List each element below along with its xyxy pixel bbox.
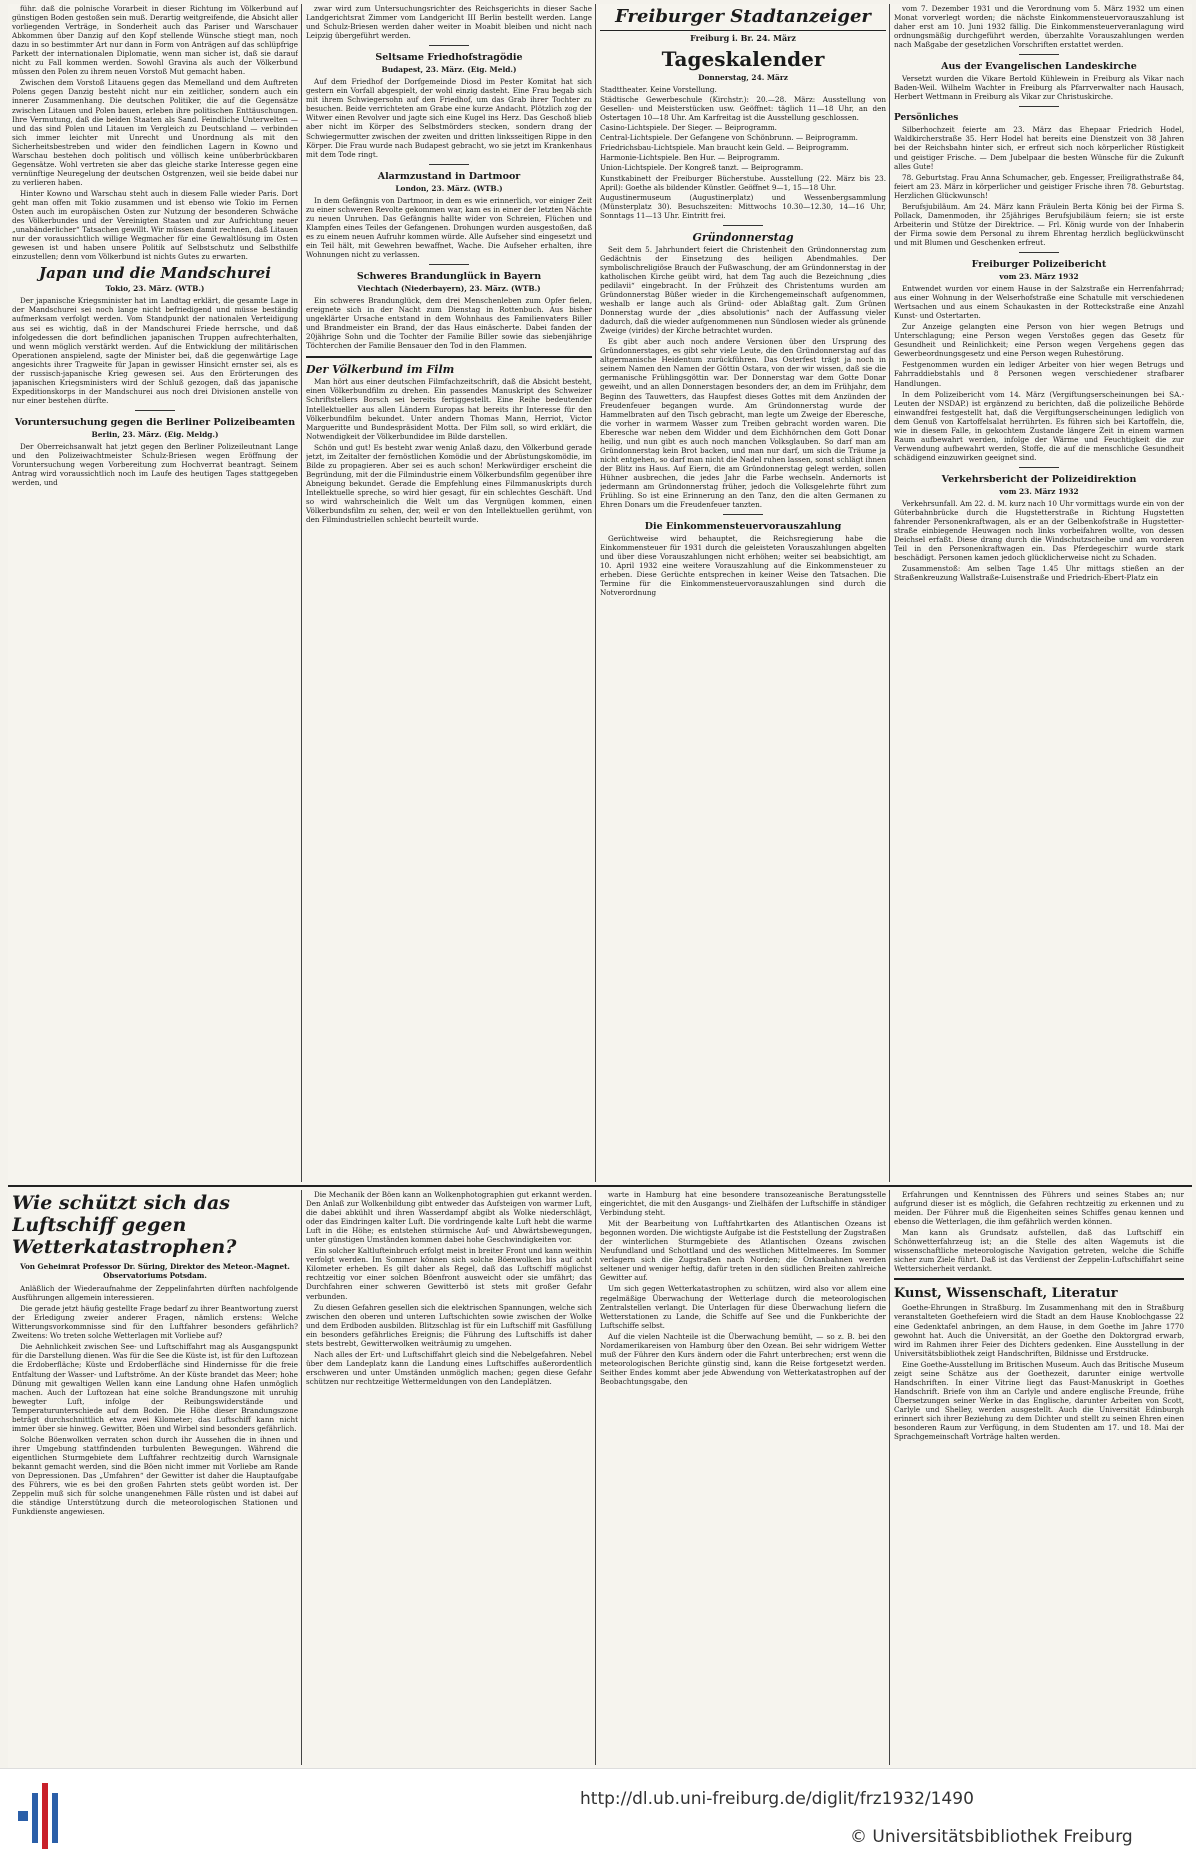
column-2	[306, 4, 592, 1182]
separator	[1019, 106, 1059, 107]
paragraph: Festgenommen wurden ein lediger Arbeiter von hier wegen Betrugs und Fahrraddiebstahls und 8 Personen wegen verschiedener strafbarer Handlungen.	[894, 360, 1184, 388]
paragraph: zwar wird zum Untersuchungsrichter des Reichsgerichts in dieser Sache Landgerichtsrat Zimmer vom Landgericht III Berlin bestellt werden. Lange und Schulz-Briesen werden daher weiter in Moabit bleiben und nicht nach Leipzig übergeführt werden.	[306, 4, 592, 41]
calendar-entry: Union-Lichtspiele. Der Kongreß tanzt. — Beiprogramm.	[600, 163, 804, 173]
section-rule	[8, 1185, 1192, 1187]
calendar-entry: Augustinermuseum (Augustinerplatz) und Wessenbergsammlung (Münsterplatz 30). Besuchszeiten: Mittwochs 10.30—12.30, 14—16 Uhr, Sonntags 11—13 Uhr. Eintritt frei.	[600, 192, 886, 220]
paragraph: Es gibt aber auch noch andere Versionen über den Ursprung des Gründonnerstages, es gibt sehr viele Leute, die den Gründonnerstag auf das altgermanische Heidentum zurückführen. Das Osterfest trägt ja noch in seinem Namen den Namen der Göttin Ostara, von der wir wissen, daß sie die germanische Frühlingsgöttin war. Der Donnerstag war dem Gotte Donar geweiht, und an allen Donnerstagen besonders der, an dem im Frühjahr, dem Beginn des Tauwetters, das Haupfest dieses Gottes mit dem Anzünden der Freudenfeuer begangen wurde. Am Gründonnerstag wurde der Hammelbraten auf den Tisch gebracht, man legte um Zweige der Eberesche, die vorher in warmem Wasser zum Treiben gebracht worden waren. Die Eberesche war neben dem Widder und dem Eichhörnchen dem Gott Donar heilig, und nun gibt es auch noch manchen Volksglauben. So darf man am Gründonnerstag kein Brot backen, und man nur darf, um sich die Träume ja nicht entgehen, so darf man nicht die Nadel ruhen lassen, sonst schlägt ihnen der Blitz ins Haus. Auf Eiern, die am Gründonnerstag gelegt werden, sollen Hühner ausbrechen, die jedes Jahr die Farbe wechseln. Andernorts ist jedermann am Gründonnerstag früher, jedoch die Volksgelehrte führt zum Frühling. So ist eine Erinnerung an den Tanz, den die alten Germanen zu Ehren Donars um die Freudenfeuer tanzten.	[600, 337, 886, 510]
divider	[894, 1278, 1184, 1280]
paragraph: In dem Gefängnis von Dartmoor, in dem es wie erinnerlich, vor einiger Zeit zu einer schweren Revolte gekommen war, kam es in einer der letzten Nächte zu neuen Unruhen. Das Gefängnis hallte wider von Schreien, Flüchen und Klampfen eines Teiles der Gefangenen. Drohungen wurden ausgestoßen, daß es zu einem neuen Aufruhr kommen würde. Alle Aufseher sind eingesetzt und ein Teil hält, mit Gewehren bewaffnet, Wache. Die Aufseher erhalten, ihre Wohnungen nicht zu verlassen.	[306, 195, 592, 259]
feature-column-3	[600, 1190, 886, 1765]
paragraph: Zusammenstoß: Am selben Tage 1.45 Uhr mittags stießen an der Straßenkreuzung Wallstraße-Luisenstraße und Friedrich-Ebert-Platz ein	[894, 564, 1184, 583]
calendar-date: Donnerstag, 24. März	[698, 73, 788, 83]
dateline: Viechtach (Niederbayern), 23. März. (WTB.)	[357, 284, 541, 294]
dateline: Tokio, 23. März. (WTB.)	[105, 284, 205, 294]
calendar-entry: Friedrichsbau-Lichtspiele. Man braucht kein Geld. — Beiprogramm.	[600, 143, 849, 153]
column-rule	[889, 1190, 890, 1765]
feature-column-4	[894, 1190, 1184, 1765]
headline-film: Der Völkerbund im Film	[306, 363, 455, 377]
paragraph: Zu diesen Gefahren gesellen sich die elektrischen Spannungen, welche sich zwischen den oberen und unteren Luftschichten sowie zwischen der Wolke und dem Erdboden ausbilden. Blitzschlag ist für ein Luftschiff mit Gasfüllung ein besonders gefährliches Ereignis; die Führung des Luftschiffs ist daher stets bestrebt, Gewitterwolken weiträumig zu umgehen.	[306, 1302, 592, 1348]
masthead-date: Freiburg i. Br. 24. März	[690, 33, 796, 43]
divider	[306, 356, 592, 358]
paragraph: Solche Böenwolken verraten schon durch ihr Aussehen die in ihnen und ihrer Umgebung stattfindenden turbulenten Bewegungen. Während die eigentlichen Sturmgebiete dem Luftfahrer rechtzeitig durch Warnsignale bekannt gemacht werden, sind die Böen nicht immer mit Vorliebe am Rande von Depressionen. Das „Umfahren“ der Gewitter ist daher die Hauptaufgabe des Führers, wie es bei den großen Fahrten stets geübt worden ist. Der Zeppelin muß sich für solche unangenehmen Fälle rüsten und ist dabei auf die ständige Unterstützung durch die meteorologischen Stationen und Funkdienste angewiesen.	[12, 1434, 298, 1517]
paragraph: vom 7. Dezember 1931 und die Verordnung vom 5. März 1932 um einen Monat vorverlegt worden; die nächste Einkommensteuervorauszahlung ist daher erst am 10. Juni 1932 fällig. Die Einkommensteuerveranlagung wird ordnungsmäßig durchgeführt werden, überzahlte Vorauszahlungen werden nach Maßgabe der gesetzlichen Vorschriften erstattet werden.	[894, 4, 1184, 50]
paragraph: Seit dem 5. Jahrhundert feiert die Christenheit den Gründonnerstag zum Gedächtnis der Einsetzung des heiligen Abendmahles. Der symbolischreligiöse Brauch der Fußwaschung, der am Gründonnerstag in der katholischen Kirche geübt wird, hat dem Tag auch die Bezeichnung „dies pedilavii“ eingebracht. In der Frühzeit des Christentums wurden am Gründonnerstag Büßer wieder in die Kirchengemeinschaft aufgenommen, weshalb er lange auch als Gründ- oder Ablaßtag galt. Zum Grünen Donnerstag wurde der „dies absolutionis“ nach der Auffassung vieler dadurch, daß die wieder aufgenommenen nun Sündlosen wieder als grünende Zweige (virides) der Kirche betrachtet wurden.	[600, 244, 886, 336]
paragraph: Schön und gut! Es besteht zwar wenig Anlaß dazu, den Völkerbund gerade jetzt, im Zeitalter der fernöstlichen Komödie und der Abrüstungskomödie, im Bilde zu propagieren. Aber sei es auch schon! Merkwürdiger erscheint die Begründung, mit der die Filmindustrie einem Völkerbundsfilm gegenüber ihre Abneigung bekundet. Gerade die Empfehlung eines Filmmanuskripts durch Intellektuelle spreche, so wird hier gesagt, für ein schlechtes Geschäft. Und so wird wahrscheinlich die Welt um das Vergnügen kommen, einen Völkerbundsfilm zu sehen, der, weil er von den Intellektuellen gerühmt, von den Filmindustriellen schlecht beurteilt wurde.	[306, 442, 592, 525]
paragraph: Ein solcher Kaltlufteinbruch erfolgt meist in breiter Front und kann weithin verfolgt werden. Im Sommer können sich solche Böenwolken bis auf acht Kilometer erheben. Es gilt daher als Regel, daß das Luftschiff möglichst rechtzeitig vor einer solchen Böenfront ausweicht oder sie umfährt; das Durchfahren einer schweren Gewitterbö ist stets mit großer Gefahr verbunden.	[306, 1246, 592, 1301]
paragraph: Nach alles der Ert- und Luftschiffahrt gleich sind die Nebelgefahren. Nebel über dem Landeplatz kann die Landung eines Luftschiffes außerordentlich erschweren und unter Umständen unmöglich machen; gegen diese Gefahr schützen nur rechtzeitige Wettermeldungen von den Landeplätzen.	[306, 1349, 592, 1386]
calendar-entry: Kunstkabinett der Freiburger Bücherstube. Ausstellung (22. März bis 23. April): Goethe als bildender Künstler. Geöffnet 9—1, 15—18 Uhr.	[600, 173, 886, 192]
column-rule	[889, 4, 890, 1182]
dateline: Berlin, 23. März. (Eig. Meldg.)	[91, 429, 219, 439]
newspaper-page	[8, 4, 1192, 1768]
calendar-entry: Stadttheater. Keine Vorstellung.	[600, 85, 717, 95]
headline-einkommensteuer: Die Einkommensteuervorauszahlung	[644, 521, 842, 533]
separator	[429, 264, 469, 265]
headline-gruendonnerstag: Gründonnerstag	[692, 230, 794, 244]
paragraph: Man kann als Grundsatz aufstellen, daß das Luftschiff ein Schönwetterfahrzeug ist; an die Stelle des alten Wagemuts ist die wissenschaftliche meteorologische Navigation getreten, welche die Schiffe sicher zum Ziele führt. Daß ist das Verdienst der Zeppelin-Luftschiffahrt seine Wettersicherheit verdankt.	[894, 1228, 1184, 1274]
dateline: vom 23. März 1932	[999, 271, 1079, 281]
separator	[723, 225, 763, 226]
paragraph: Um sich gegen Wetterkatastrophen zu schützen, wird also vor allem eine regelmäßige Überwachung der Wetterlage durch die meteorologischen Zentralstellen verlangt. Die Unterlagen für diese Überwachung liefern die Wetterstationen zu Lande, die Schiffe auf See und die Funkberichte der Luftschiffe selbst.	[600, 1284, 886, 1330]
feature-column-2	[306, 1190, 592, 1765]
paragraph: Auf die vielen Nachteile ist die Überwachung bemüht, — so z. B. bei den Nordamerikareisen von Hamburg über den Ozean. Bei sehr widrigem Wetter muß der Führer den Kurs ändern oder die Fahrt unterbrechen; erst wenn die meteorologischen Berichte günstig sind, kann die Reise fortgesetzt werden. Seither Endes kommt aber jede Abwendung von Wetterkatastrophen auf der Beobachtungsgabe, den	[600, 1331, 886, 1386]
separator	[723, 514, 763, 515]
column-rule	[595, 1190, 596, 1765]
dateline: vom 23. März 1932	[999, 486, 1079, 496]
calendar-list	[600, 85, 886, 220]
paragraph: Ein schweres Brandunglück, dem drei Menschenleben zum Opfer fielen, ereignete sich in der Nacht zum Dienstag in Rottenbuch. Aus bisher ungeklärter Ursache entstand in dem Wohnhaus des Familienvaters Biller und Brandmeister ein Brand, der das Haus einäscherte. Dabei fanden der 20jährige Sohn und die Tochter der Familie Biller sowie das siebenjährige Töchterchen der Familie Bensauer den Tod in den Flammen.	[306, 296, 592, 351]
university-logo-icon	[18, 1783, 64, 1849]
paragraph: Versetzt wurden die Vikare Bertold Kühlewein in Freiburg als Vikar nach Baden-Weil. Wilhelm Wachter in Freiburg als Pfarrverwalter nach Hausach, Herbert Wettmann in Freiburg als Vikar zur Christuskirche.	[894, 74, 1184, 102]
column-3	[600, 4, 886, 1182]
column-4	[894, 4, 1184, 1182]
headline-polizeibericht: Freiburger Polizeibericht	[971, 258, 1107, 270]
separator	[135, 410, 175, 411]
column-rule	[301, 1190, 302, 1765]
paragraph: Auf dem Friedhof der Dorfgemeinde Diosd im Pester Komitat hat sich gestern ein Vorfall abgespielt, der wohl einzig dasteht. Eine Frau begab sich mit ihrem Schwiegersohn auf den Friedhof, um das Grab ihrer Tochter zu besuchen. Beide verrichteten am Grabe eine kurze Andacht. Plötzlich zog der Witwer einen Revolver und jagte sich eine Kugel ins Herz. Das Geschoß blieb aber nicht im Körper des Selbstmörders stecken, sondern drang der Schwiegermutter zwischen der zweiten und dritten linksseitigen Rippe in den Körper. Die Frau wurde nach Budapest gebracht, wo sie jetzt im Krankenhaus mit dem Tode ringt.	[306, 77, 592, 159]
dateline: London, 23. März. (WTB.)	[395, 183, 503, 193]
paragraph: Die Aehnlichkeit zwischen See- und Luftschiffahrt mag als Ausgangspunkt für die Darstellung dienen. Was für die See die Küste ist, ist für den Luftozean die Erdoberfläche; Küste und Erdoberfläche sind Hindernisse für die freie Entfaltung der Wasser- und Luftströme. An der Küste brandet das Meer; hohe Dünung mit gewaltigen Wellen kann eine Landung ohne Hafen unmöglich machen. Auch der Luftozean hat eine solche Brandungszone mit unruhig bewegter Luft, infolge der Reibungswiderstände und Temperaturunterschiede auf dem Boden. Die Höhe dieser Brandungszone beträgt durchschnittlich etwa zwei Kilometer; das Luftschiff kann nicht immer über sie hinweg. Gewitter, Böen und Wirbel sind besonders gefährlich.	[12, 1342, 298, 1433]
headline-friedhof: Seltsame Friedhofstragödie	[375, 52, 523, 64]
footer-bar	[0, 1768, 1196, 1860]
headline-voruntersuchung: Voruntersuchung gegen die Berliner Polizeibeamten	[14, 416, 296, 428]
paragraph: führ. daß die polnische Vorarbeit in dieser Richtung im Völkerbund auf günstigen Boden gestoßen sein muß. Derartig weitgreifende, die Absicht aller vorliegenden Verträge, in Sonderheit auch das Pariser und Warschauer Abkommen über Danzig auf den Kopf stellende Wünsche stiegt man, noch dazu in so bestimmter Art nur dann in Form von Anträgen auf das schlüpfrige Parkett der internationalen Diplomatie, wenn man sicher ist, daß sie darauf nicht zu Fall kommen werden. Sowohl Gravina als auch der Völkerbund müssen den Polen zu ihrem neuen Vorstoß Mut gemacht haben.	[12, 4, 298, 77]
separator	[429, 45, 469, 46]
paragraph: Zwischen dem Vorstoß Litauens gegen das Memelland und dem Auftreten Polens gegen Danzig besteht nicht nur ein zeitlicher, sondern auch ein innerer Zusammenhang. Die deutschen Politiker, die auf die Gegensätze zwischen Litauen und Polen bauen, erleben ihre politischen Enttäuschungen. Ihre Vermutung, daß die beiden Staaten als Sand. Feindliche Unterwelten — und das sind Polen und Litauen im Vergleich zu Deutschland — verbinden sich immer leichter mit Unrecht und Unordnung als mit den Sicherheitsbestreben und wider den feindlichen Lagern in Kowno und Warschau bestehen doch politisch und völlisch keine unüberbrückbaren Gegensätze. Wohl vertreten sie aber das gleiche starke Interesse gegen eine vernünftige Neuregelung der deutschen Ostgrenzen, weil sie beide dabei nur zu verlieren haben.	[12, 78, 298, 187]
feature-column-1	[12, 1190, 298, 1765]
separator	[1019, 467, 1059, 468]
paragraph: Die Mechanik der Böen kann an Wolkenphotographien gut erkannt werden. Den Anlaß zur Wolkenbildung gibt entweder das Aufsteigen von warmer Luft, die dabei abkühlt und ihren Wasserdampf abgibt als Wolke niederschlägt, oder das Eindringen kalter Luft. Die vordringende kalte Luft hebt die warme Luft in die Höhe; es entstehen stürmische Auf- und Abwärtsbewegungen, unter günstigen Umständen kommen dabei hohe Geschwindigkeiten vor.	[306, 1190, 592, 1245]
paragraph: Zur Anzeige gelangten eine Person von hier wegen Betrugs und Unterschlagung; eine Person wegen Verstoßes gegen das Gesetz für Gesundheit und Reinlichkeit; eine Person wegen Vergehens gegen das Gewerbeordnungsgesetz und eine Person wegen Ruhestörung.	[894, 322, 1184, 359]
feature-byline: Von Geheimrat Professor Dr. Süring, Direktor des Meteor.-Magnet. Observatoriums Potsdam.	[20, 1262, 290, 1281]
column-rule	[301, 4, 302, 1182]
paragraph: Mit der Bearbeitung von Luftfahrtkarten des Atlantischen Ozeans ist begonnen worden. Die wichtigste Aufgabe ist die Feststellung der Zugstraßen der winterlichen Sturmgebiete des Atlantischen Ozeans zwischen Neufundland und Schottland und des westlichen Mittelmeeres. Im Sommer verlagern sich die Zugstraßen nach Norden; die Orkanbahnen werden seltener und weniger heftig, dafür treten in den südlichen Breiten zahlreiche Gewitter auf.	[600, 1219, 886, 1283]
paragraph: Man hört aus einer deutschen Filmfachzeitschrift, daß die Absicht besteht, einen Völkerbundfilm zu drehen. Ein passendes Manuskript des Schweizer Schriftstellers Borsch sei bereits fertiggestellt. Eine Reihe bedeutender Intellektueller aus allen Ländern Europas hat bereits ihr Interesse für den Völkerbundfilm bekundet. Unter andern Thomas Mann, Herriot, Victor Margueritte und Bundespräsident Motta. Der Film soll, so wird erklärt, die Notwendigkeit der Völkerbundidee im Bilde darstellen.	[306, 377, 592, 441]
headline-brand: Schweres Brandunglück in Bayern	[356, 271, 542, 283]
calendar-entry: Städtische Gewerbeschule (Kirchstr.): 20.—28. März: Ausstellung von Gesellen- und Meisterstücken usw. Geöffnet: täglich 11—18 Uhr, an den Ostertagen 10—18 Uhr. Am Karfreitag ist die Ausstellung geschlossen.	[600, 95, 886, 123]
paragraph: Entwendet wurden vor einem Hause in der Salzstraße ein Herrenfahrrad; aus einer Wohnung in der Welserhofstraße eine Schatulle mit verschiedenen Wertsachen und aus einem Schaukasten in der Rotteckstraße eine Anzahl Kunst- und Ostertarten.	[894, 284, 1184, 321]
paragraph: Hinter Kowno und Warschau steht auch in diesem Falle wieder Paris. Dort geht man offen mit Tokio zusammen und ist ebenso wie Tokio im Fernen Osten auch im europäischen Osten zur Nutzung der besonderen Schwäche des Völkerbundes und der Vereinigten Staaten und zur Aufrichtung neuer „unabänderlicher“ Tatsachen gewillt. Wir müssen damit rechnen, daß Litauen nur der voraussichtlich willige Wegmacher für eine Gewaltlösung im Osten gewesen ist und haben unsere Politik auf Selbstschutz und Selbsthilfe einzustellen; denn vom Völkerbund ist nichts Gutes zu erwarten.	[12, 188, 298, 262]
calendar-entry: Casino-Lichtspiele. Der Sieger. — Beiprogramm.	[600, 123, 777, 133]
headline-japan: Japan und die Mandschurei	[39, 264, 271, 283]
dateline: Budapest, 23. März. (Eig. Meld.)	[381, 65, 517, 75]
paragraph: Die gerade jetzt häufig gestellte Frage bedarf zu ihrer Beantwortung zuerst der Erledigung zweier anderer Fragen, nämlich erstens: Welche Witterungsvorkommnisse sind für den Luftfahrer besonders gefährlich? Zweitens: Wo treten solche Wetterlagen mit Vorliebe auf?	[12, 1304, 298, 1341]
calendar-entry: Harmonie-Lichtspiele. Ben Hur. — Beiprogramm.	[600, 153, 780, 163]
separator	[1019, 54, 1059, 55]
headline-verkehrsbericht: Verkehrsbericht der Polizeidirektion	[941, 473, 1137, 485]
headline-tageskalender: Tageskalender	[661, 47, 825, 72]
paragraph: Anläßlich der Wiederaufnahme der Zeppelinfahrten dürften nachfolgende Ausführungen allgemein interessieren.	[12, 1284, 298, 1303]
paragraph: Der Oberreichsanwalt hat jetzt gegen den Berliner Polizeileutnant Lange und den Polizeiwachtmeister Schulz-Briesen wegen Eröffnung der Voruntersuchung wegen Vorbereitung zum Hochverrat beantragt. Seinem Antrag wird voraussichtlich noch im Laufe des heutigen Tages stattgegeben werden, und	[12, 441, 298, 488]
section-masthead: Freiburger Stadtanzeiger	[600, 6, 886, 31]
paragraph: 78. Geburtstag. Frau Anna Schumacher, geb. Engesser, Freiligrathstraße 84, feiert am 23. März in körperlicher und geistiger Frische ihren 78. Geburtstag. Herzlichen Glückwunsch!	[894, 172, 1184, 200]
headline-dartmoor: Alarmzustand in Dartmoor	[377, 170, 521, 182]
paragraph: Goethe-Ehrungen in Straßburg. Im Zusammenhang mit den in Straßburg veranstalteten Goethefeiern wird die Stadt an dem Hause Knoblochgasse 22 eine Gedenktafel anbringen, an dem Hause, in dem Goethe im Jahre 1770 gewohnt hat. Auch die Universität, an der Goethe den Doktorgrad erwarb, wird im Rahmen ihrer Feier des Dichters gedenken. Eine Ausstellung in der Universitätsbibliothek zeigt Handschriften, Bildnisse und Erstdrucke.	[894, 1303, 1184, 1358]
headline-landeskirche: Aus der Evangelischen Landeskirche	[941, 61, 1137, 73]
paragraph: Eine Goethe-Ausstellung im Britischen Museum. Auch das Britische Museum zeigt seine Schätze aus der Goethezeit, darunter einige wertvolle Handschriften. In einer Vitrine liegt das Faust-Manuskript in Goethes Handschrift. Briefe von ihm an Carlyle und andere englische Freunde, frühe Übersetzungen seiner Werke in das Englische, darunter Arbeiten von Scott, Carlyle und Shelley, werden ausgestellt. Auch die Universität Edinburgh erinnert sich ihrer Beziehung zu dem Dichter und stellt zu seinen Ehren einen besonderen Raum zur Verfügung, in dem Studenten am 17. und 18. Mai der Sprachgemeinschaft Vorträge halten werden.	[894, 1359, 1184, 1442]
separator	[429, 164, 469, 165]
paragraph: Berufsjubiläum. Am 24. März kann Fräulein Berta König bei der Firma S. Pollack, Damenmoden, ihr 25jähriges Berufsjubiläum feiern; sie ist erste Arbeiterin und Stütze der Direktrice. — Frl. König wurde von der Inhaberin der Firma sowie dem Personal zu ihrem Ehrentag herzlich beglückwünscht und mit Blumen und Geschenken erfreut.	[894, 201, 1184, 247]
paragraph: In dem Polizeibericht vom 14. März (Vergiftungserscheinungen bei SA.-Leuten der NSDAP.) ist ergänzend zu berichten, daß die polizeiliche Behörde einwandfrei festgestellt hat, daß die Vergiftungserscheinungen lediglich von dem Genuß von Kartoffelsalat herrührten. Es führen sich bei Kartoffeln, die, wie in diesem Falle, in gekochtem Zustande längere Zeit in einem warmen Raum aufbewahrt werden, infolge der Wärme und Feuchtigkeit die zur Verwendung aufbewahrt werden, Stoffe, die auf die menschliche Gesundheit schädigend einzuwirken geeignet sind.	[894, 389, 1184, 462]
paragraph: Silberhochzeit feierte am 23. März das Ehepaar Friedrich Hodel, Waldkircherstraße 35. Herr Hodel hat bereits eine Dienstzeit von 38 Jahren bei der Reichsbahn hinter sich, er erfreut sich noch körperlicher Rüstigkeit und geistiger Frische. — Dem Jubelpaar die besten Wünsche für die Zukunft alles Gute!	[894, 125, 1184, 171]
paragraph: warte in Hamburg hat eine besondere transozeanische Beratungsstelle eingerichtet, die mit den Ausgangs- und Zielhäfen der Luftschiffe in ständiger Verbindung steht.	[600, 1190, 886, 1218]
headline-kunst: Kunst, Wissenschaft, Literatur	[894, 1286, 1118, 1302]
column-1	[12, 4, 298, 1182]
paragraph: Gerüchtweise wird behauptet, die Reichsregierung habe die Einkommensteuer für 1931 durch die geleisteten Vorauszahlungen abgelten und über diese Vorauszahlungen nicht erhöhen; weiter sei beabsichtigt, am 10. April 1932 eine weitere Vorauszahlung auf die Einkommensteuer zu erheben. Diese Gerüchte entsprechen in keiner Weise den Tatsachen. Die Termine für die Einkommensteuervorauszahlungen sind durch die Notverordnung	[600, 534, 886, 598]
separator	[1019, 252, 1059, 253]
permalink-url[interactable]: http://dl.ub.uni-freiburg.de/diglit/frz1932/1490	[580, 1789, 974, 1809]
paragraph: Erfahrungen und Kenntnissen des Führers und seines Stabes an; nur aufgrund dieser ist es möglich, die Gefahren rechtzeitig zu erkennen und zu meiden. Der Führer muß die Eigenheiten seines Schiffes genau kennen und ebenso die Wetterlagen, die ihm gefährlich werden können.	[894, 1190, 1184, 1227]
paragraph: Verkehrsunfall. Am 22. d. M. kurz nach 10 Uhr vormittags wurde ein von der Güterbahnbrücke durch die Hugstetterstraße in Richtung Hugstetten fahrender Personenkraftwagen, als er an der Gelbenkofstraße in Hugstetter-straße einbiegende Heuwagen noch links vorbeifahren wollte, von dessen Deichsel erfaßt. Diese drang durch die Windschutzscheibe und am vorderen Teil in den Personenkraftwagen ein. Das Pferdegeschirr wurde stark beschädigt. Personen kamen jedoch glücklicherweise nicht zu Schaden.	[894, 498, 1184, 563]
headline-persoenliches: Persönliches	[894, 113, 959, 124]
paragraph: Der japanische Kriegsminister hat im Landtag erklärt, die gesamte Lage in der Mandschurei sei noch lange nicht befriedigend und müsse beständig aufmerksam verfolgt werden. Vom Standpunkt der nationalen Verteidigung aus sei es wichtig, daß in der Mandschurei Friede herrsche, und daß infolgedessen die dort befindlichen japanischen Truppen aufrechterhalten, und wenn möglich verstärkt werden. Auf die Entwicklung der militärischen Operationen anspielend, sagte der Minister bei, daß die gegenwärtige Lage angesichts ihrer Tragweite für Japan in gewisser Hinsicht ernster sei, als es der russisch-japanische Krieg gewesen sei. Aus den Erörterungen des japanischen Kriegsministers wird der Schluß gezogen, daß das japanische Expeditionskorps in der Mandschurei aus noch drei Divisionen anstelle von nur einer bestehen dürfte.	[12, 296, 298, 405]
copyright-notice: © Universitätsbibliothek Freiburg	[850, 1827, 1133, 1847]
calendar-entry: Central-Lichtspiele. Der Gefangene von Schönbrunn. — Beiprogramm.	[600, 133, 858, 143]
feature-title: Wie schützt sich das Luftschiff gegen Wetterkatastrophen?	[12, 1192, 237, 1258]
column-rule	[595, 4, 596, 1182]
